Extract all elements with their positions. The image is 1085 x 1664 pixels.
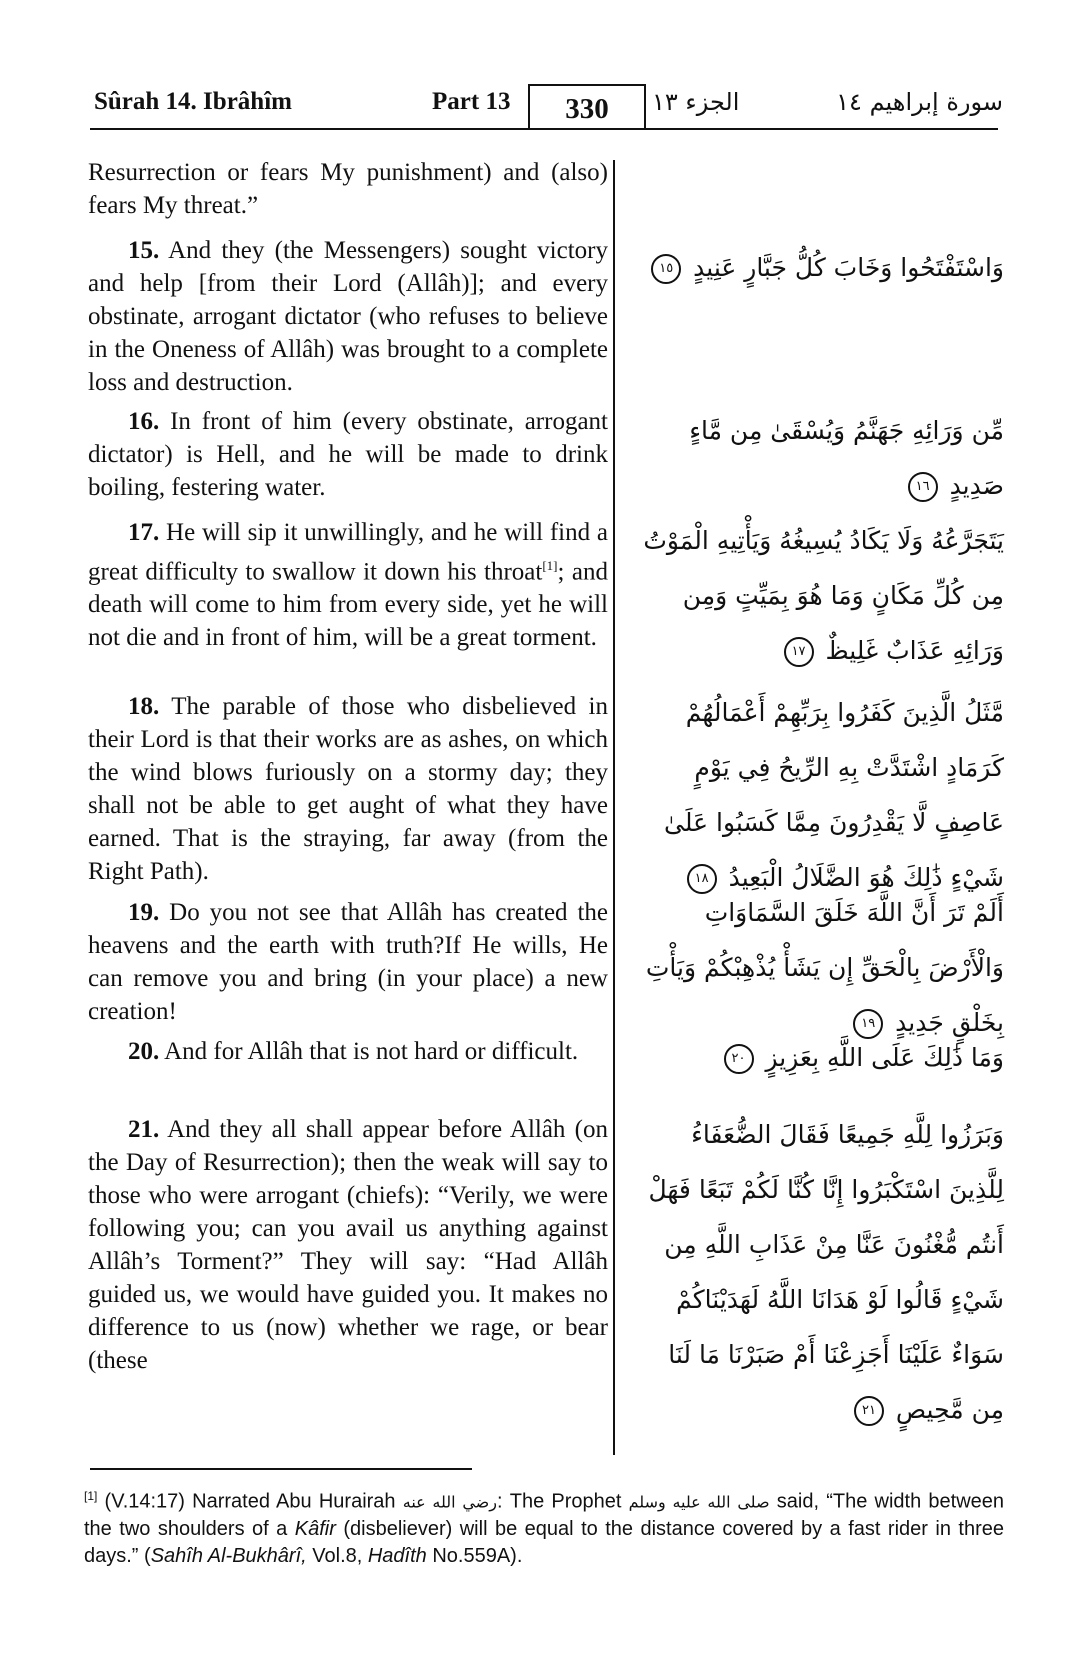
footnote-text-f: No.559A).	[426, 1544, 523, 1567]
verse-20-arabic	[632, 1030, 1004, 1085]
footnote-hadith: Hadîth	[367, 1544, 427, 1567]
footnote-salla-arabic: صلى الله عليه وسلم	[628, 1492, 770, 1512]
verse-17-text-b: ; and death will come to him from every side, yet he will not die and in front of him, will be a great torment.	[88, 558, 608, 652]
verse-20-number: 20.	[128, 1038, 160, 1065]
footnote-radi-arabic: رضي الله عنه	[402, 1492, 497, 1512]
header-rule	[90, 128, 998, 130]
verse-20-text: And for Allâh that is not hard or difficult.	[159, 1038, 579, 1065]
ayah-marker-18: ١٨	[687, 864, 717, 894]
verse-19-english	[88, 896, 608, 1028]
verse-20-english	[88, 1035, 608, 1068]
verse-18-arabic	[632, 685, 1004, 905]
verse-21-text: And they all shall appear before Allâh (on the Day of Resurrection); then the weak will say to those who were arrogant (chiefs): “Verily, we were following you; can you avail us anything against Allâh’s Torment?” They will say: “Had Allâh guided us, we would have guided you. It makes no difference to us (now) whether we rage, or bear (these	[88, 1116, 608, 1374]
verse-15-number: 15.	[128, 237, 160, 264]
part-label-english: Part 13	[432, 88, 511, 115]
verse-16-arabic-text: مِّن وَرَائِهِ جَهَنَّمُ وَيُسْقَىٰ مِن مَّاءٍ صَدِيدٍ	[689, 416, 1004, 500]
verse-19-arabic	[632, 885, 1004, 1050]
ayah-marker-17: ١٧	[784, 637, 814, 667]
verse-17-text-a: He will sip it unwillingly, and he will find a great difficulty to swallow it down his throat	[88, 519, 608, 586]
footnote-text-c: said, “The width between the two shoulders of a	[84, 1490, 1005, 1540]
footnote	[84, 1483, 1004, 1570]
verse-17-number: 17.	[128, 519, 160, 546]
verse-15-text: And they (the Messengers) sought victory and help [from their Lord (Allâh)]; and every obstinate, arrogant dictator (who refuses to believe in the Oneness of Allâh) was brought to a complete loss and destruction.	[88, 237, 608, 396]
surah-title-arabic: سورة إبراهيم ١٤	[836, 88, 1003, 116]
verse-18-english	[88, 690, 608, 888]
verse-18-arabic-text: مَّثَلُ الَّذِينَ كَفَرُوا بِرَبِّهِمْ أَعْمَالُهُمْ كَرَمَادٍ اشْتَدَّتْ بِهِ الرِّيحُ فِي يَوْمٍ عَاصِفٍ لَّا يَقْدِرُونَ مِمَّا كَسَبُوا عَلَىٰ شَيْءٍ ذَٰلِكَ هُوَ الضَّلَالُ الْبَعِيدُ	[664, 698, 1004, 892]
verse-18-number: 18.	[128, 693, 160, 720]
ayah-marker-21: ٢١	[854, 1396, 884, 1426]
verse-17-arabic	[632, 513, 1004, 678]
intro-paragraph: Resurrection or fears My punishment) and (also) fears My threat.”	[88, 159, 608, 219]
verse-17-english	[88, 516, 608, 654]
verse-15-arabic	[632, 240, 1004, 295]
footnote-source: Sahîh Al-Bukhârî,	[150, 1544, 307, 1567]
part-label-arabic: الجزء ١٣	[652, 88, 740, 116]
page-number: 330	[528, 84, 646, 130]
verse-16-english	[88, 405, 608, 504]
ayah-marker-15: ١٥	[651, 254, 681, 284]
verse-15-english	[88, 234, 608, 399]
footnote-text-e: Vol.8,	[306, 1544, 368, 1567]
verse-19-number: 19.	[128, 899, 160, 926]
footnote-marker: [1]	[84, 1489, 98, 1503]
footnote-text-a: (V.14:17) Narrated Abu Hurairah	[97, 1490, 403, 1513]
verse-19-arabic-text: أَلَمْ تَرَ أَنَّ اللَّهَ خَلَقَ السَّمَاوَاتِ وَالْأَرْضَ بِالْحَقِّ إِن يَشَأْ يُذْهِبْكُمْ وَيَأْتِ بِخَلْقٍ جَدِيدٍ	[645, 898, 1004, 1037]
verse-21-number: 21.	[128, 1116, 160, 1143]
ayah-marker-20: ٢٠	[724, 1044, 754, 1074]
verse-21-arabic-text: وَبَرَزُوا لِلَّهِ جَمِيعًا فَقَالَ الضُّعَفَاءُ لِلَّذِينَ اسْتَكْبَرُوا إِنَّا كُنَّا لَكُمْ تَبَعًا فَهَلْ أَنتُم مُّغْنُونَ عَنَّا مِنْ عَذَابِ اللَّهِ مِن شَيْءٍ قَالُوا لَوْ هَدَانَا اللَّهُ لَهَدَيْنَاكُمْ سَوَاءٌ عَلَيْنَا أَجَزِعْنَا أَمْ صَبَرْنَا مَا لَنَا مِن مَّحِيصٍ	[648, 1120, 1004, 1424]
verse-15-arabic-text: وَاسْتَفْتَحُوا وَخَابَ كُلُّ جَبَّارٍ عَنِيدٍ	[693, 253, 1004, 282]
verse-20-arabic-text: وَمَا ذَٰلِكَ عَلَى اللَّهِ بِعَزِيزٍ	[765, 1043, 1004, 1072]
footnote-text-b: : The Prophet	[496, 1490, 629, 1513]
verse-17-arabic-text: يَتَجَرَّعُهُ وَلَا يَكَادُ يُسِيغُهُ وَيَأْتِيهِ الْمَوْتُ مِن كُلِّ مَكَانٍ وَمَا هُوَ بِمَيِّتٍ وَمِن وَرَائِهِ عَذَابٌ غَلِيظٌ	[643, 526, 1004, 665]
footnote-rule	[90, 1468, 472, 1470]
verse-16-number: 16.	[128, 408, 160, 435]
intro-text	[88, 156, 608, 222]
surah-title-english: Sûrah 14. Ibrâhîm	[94, 88, 292, 115]
footnote-reference: [1]	[542, 558, 558, 573]
footnote-kafir: Kâfir	[294, 1517, 336, 1540]
verse-18-text: The parable of those who disbelieved in their Lord is that their works are as ashes, on which the wind blows furiously on a stormy day; they shall not be able to get aught of what they have earned. That is the straying, far away (from the Right Path).	[88, 693, 608, 885]
column-divider	[613, 160, 615, 1455]
verse-21-english	[88, 1113, 608, 1377]
verse-16-arabic	[632, 403, 1004, 513]
verse-21-arabic	[632, 1107, 1004, 1437]
verse-16-text: In front of him (every obstinate, arrogant dictator) is Hell, and he will be made to drink boiling, festering water.	[88, 408, 608, 501]
ayah-marker-16: ١٦	[908, 472, 938, 502]
verse-19-text: Do you not see that Allâh has created the heavens and the earth with truth?If He wills, He can remove you and bring (in your place) a new creation!	[88, 899, 608, 1025]
footnote-text-d: (disbeliever) will be equal to the distance covered by a fast rider in three days.” (	[84, 1517, 1005, 1567]
ayah-marker-19: ١٩	[853, 1009, 883, 1039]
